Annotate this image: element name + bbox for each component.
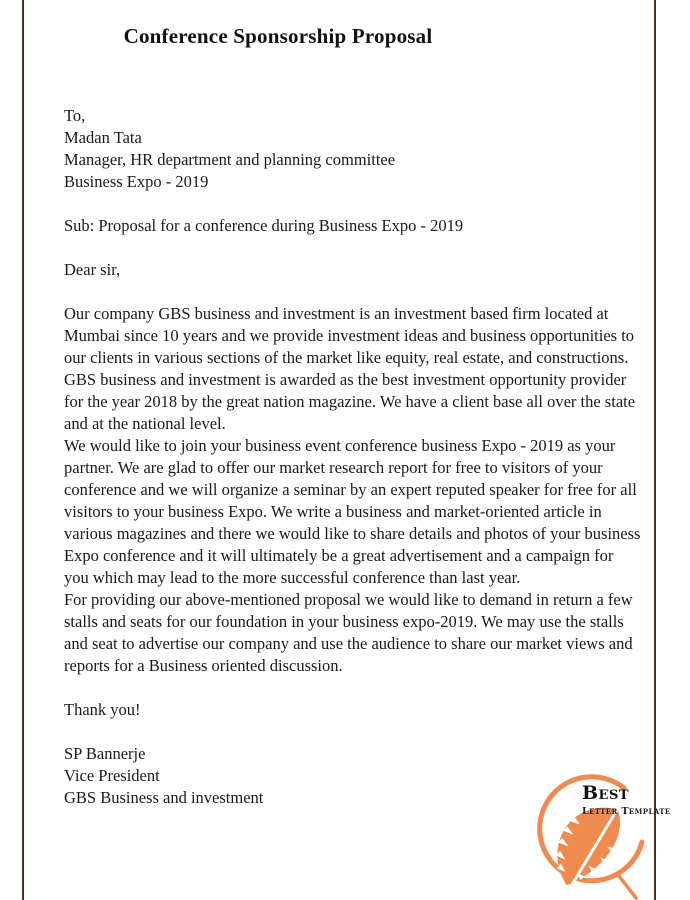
subject-line-block: [64, 215, 642, 237]
signature-organization: GBS Business and investment: [64, 788, 264, 808]
feather-quill-icon: [524, 772, 656, 900]
page-border-left: [22, 0, 24, 900]
page-border-right: [654, 0, 656, 900]
salutation-line: Dear sir,: [64, 260, 121, 280]
subject-line: Sub: Proposal for a conference during Business Expo - 2019: [64, 216, 464, 236]
body-copy: [64, 303, 642, 677]
addressee-block: [64, 105, 642, 193]
closing-block: [64, 699, 642, 721]
document-content: [64, 0, 642, 809]
body-paragraph-1: Our company GBS business and investment is an investment based firm located at Mumbai since 10 years and we provide investment ideas and business opportunities to our clients in various sections of the market like equity, real estate, and constructions.: [64, 304, 635, 368]
signature-name: SP Bannerje: [64, 744, 146, 764]
salutation-block: [64, 259, 642, 281]
body-paragraph-4: For providing our above-mentioned proposal we would like to demand in return a few stalls and seats for our foundation in your business expo-2019. We may use the stalls and seat to advertise our company and use the audience to share our market views and reports for a Business oriented discussion.: [64, 590, 633, 676]
closing-line: Thank you!: [64, 700, 141, 720]
brand-logo: [524, 772, 671, 900]
page-title: Conference Sponsorship Proposal: [123, 24, 433, 48]
logo-brand-name: Best: [582, 782, 630, 804]
logo-tagline: Letter Template: [582, 806, 671, 817]
body-paragraph-2: GBS business and investment is awarded as the best investment opportunity provider for the year 2018 by the great nation magazine. We have a client base all over the state and at the national level.: [64, 370, 636, 434]
signature-designation: Vice President: [64, 766, 160, 786]
addressee-line-designation: Manager, HR department and planning committee: [64, 150, 396, 170]
addressee-line-name: Madan Tata: [64, 128, 142, 148]
addressee-line-to: To,: [64, 106, 86, 126]
addressee-line-organization: Business Expo - 2019: [64, 172, 209, 192]
body-paragraph-3: We would like to join your business event conference business Expo - 2019 as your partner. We are glad to offer our market research report for free to visitors of your conference and we will organize a seminar by an expert reputed speaker for free for all visitors to your business Expo. We write a business and market-oriented article in various magazines and there we would like to share details and photos of your business Expo conference and it will ultimately be a great advertisement and a campaign for you which may lead to the more successful conference than last year.: [64, 436, 641, 588]
